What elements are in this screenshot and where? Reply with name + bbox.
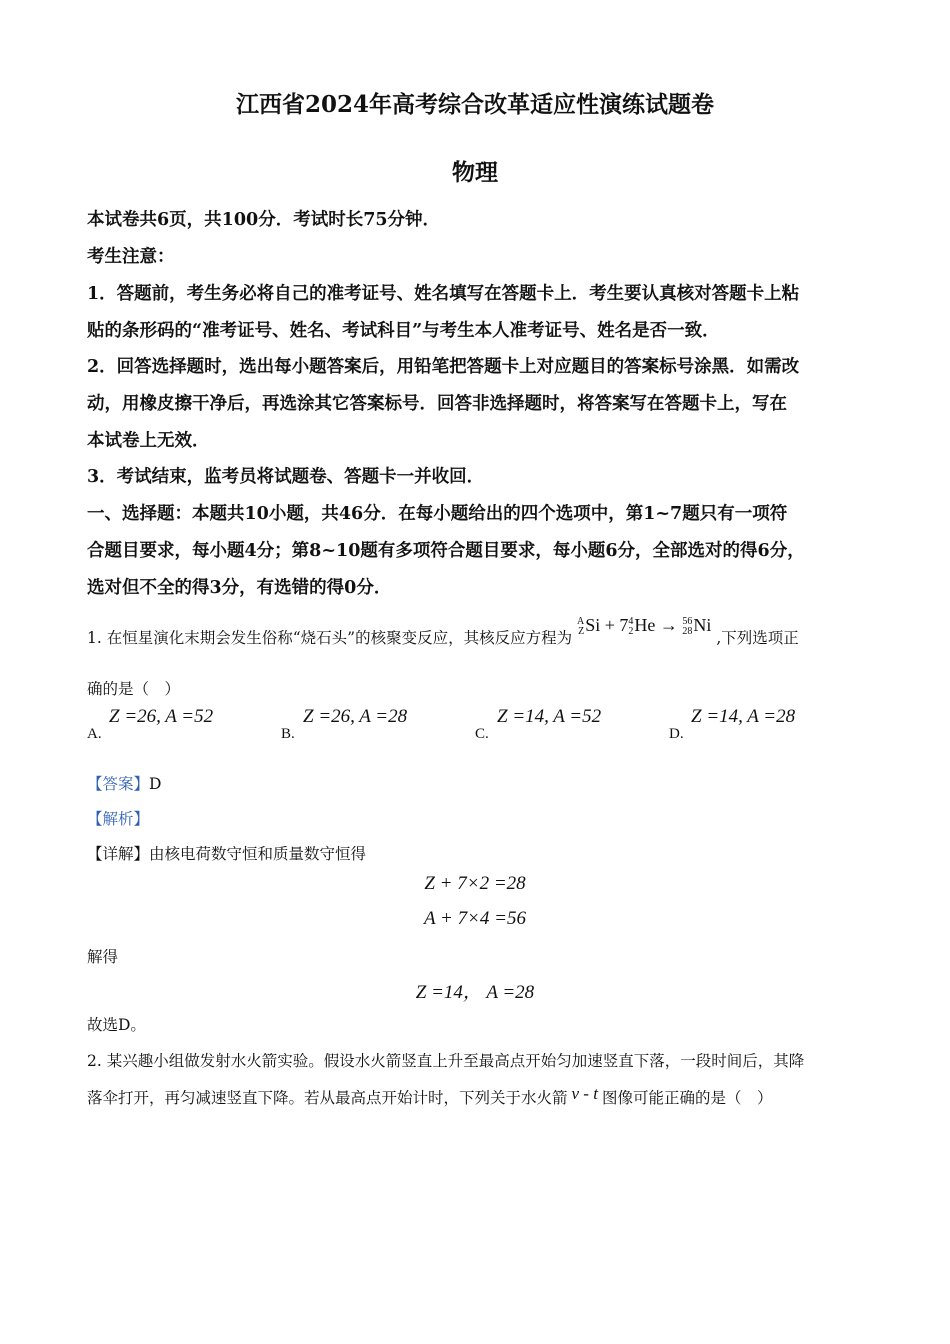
notice-item-2-line-1: 2．回答选择题时，选出每小题答案后，用铅笔把答题卡上对应题目的答案标号涂黑．如需改 — [87, 357, 800, 377]
ni-symbol: Ni — [693, 615, 712, 635]
si-atomic-number: Z — [578, 625, 585, 637]
vt-symbol: v - t — [571, 1084, 598, 1103]
q1-stem-line-2: 确的是（ ） — [87, 680, 181, 698]
option-formula: Z =14, A =52 — [497, 706, 602, 727]
q1-solve-label: 解得 — [87, 948, 119, 966]
si-symbol: Si — [585, 615, 601, 635]
section1-line-1: 一、选择题：本题共10小题，共46分．在每小题给出的四个选项中，第1~7题只有一项符 — [87, 504, 788, 524]
q1-answer — [87, 772, 867, 794]
he-mass-number: 4 — [628, 615, 634, 627]
notice-item-3: 3．考试结束，监考员将试题卷、答题卡一并收回． — [87, 467, 485, 487]
notice-item-1-line-1: 1．答题前，考生务必将自己的准考证号、姓名填写在答题卡上．考生要认真核对答题卡上粘 — [87, 284, 800, 304]
q1-option-b[interactable] — [281, 706, 471, 746]
q2-stem-suffix: 图像可能正确的是（ ） — [601, 1089, 773, 1107]
q1-equation-mass: A + 7×4 =56 — [424, 908, 526, 929]
notice-item-2-line-3: 本试卷上无效． — [87, 431, 210, 451]
reaction-arrow: → — [659, 615, 678, 635]
answer-tag: 【答案】 — [87, 775, 150, 793]
plus-seven: + 7 — [604, 615, 629, 635]
subject-title: 物理 — [452, 159, 498, 186]
option-letter: D. — [669, 726, 684, 742]
exam-title: 江西省2024年高考综合改革适应性演练试题卷 — [235, 91, 714, 118]
q1-detail — [87, 842, 867, 864]
he-symbol: He — [634, 615, 656, 635]
q1-conclusion: 故选D。 — [87, 1016, 146, 1034]
q1-option-d[interactable] — [669, 706, 859, 746]
q1-analysis-tag: 【解析】 — [87, 810, 150, 828]
section1-line-3: 选对但不全的得3分，有选错的得0分． — [87, 578, 392, 598]
q1-stem-line-1 — [87, 614, 867, 647]
q1-reaction-equation — [577, 615, 711, 637]
q1-equation-charge: Z + 7×2 =28 — [424, 873, 526, 894]
option-letter: A. — [87, 726, 102, 742]
section1-line-2: 合题目要求，每小题4分；第8~10题有多项符合题目要求，每小题6分，全部选对的得6分， — [87, 541, 805, 561]
option-formula: Z =14, A =28 — [691, 706, 796, 727]
notice-heading: 考生注意： — [87, 247, 175, 267]
q1-option-c[interactable] — [475, 706, 665, 746]
option-letter: C. — [475, 726, 489, 742]
he-atomic-number: 2 — [628, 625, 634, 637]
notice-item-1-line-2: 贴的条形码的“准考证号、姓名、考试科目”与考生本人准考证号、姓名是否一致． — [87, 321, 720, 341]
option-formula: Z =26, A =28 — [303, 706, 408, 727]
ni-mass-number: 56 — [682, 615, 693, 627]
option-letter: B. — [281, 726, 295, 742]
q2-stem-line-1: 2. 某兴趣小组做发射水火箭实验。假设水火箭竖直上升至最高点开始匀加速竖直下落，一段时间后，其降 — [87, 1052, 805, 1070]
q1-stem-prefix: 1. 在恒星演化末期会发生俗称“烧石头”的核聚变反应，其核反应方程为 — [87, 629, 573, 647]
q1-equation-result: Z =14， A =28 — [415, 982, 535, 1003]
detail-tag: 【详解】 — [87, 845, 150, 863]
ni-atomic-number: 28 — [682, 625, 693, 637]
answer-value: D — [149, 775, 162, 793]
notice-item-2-line-2: 动，用橡皮擦干净后，再选涂其它答案标号．回答非选择题时，将答案写在答题卡上，写在 — [87, 394, 787, 414]
detail-text: 由核电荷数守恒和质量数守恒得 — [149, 845, 367, 863]
si-mass-number: A — [577, 615, 585, 627]
q1-option-a[interactable] — [87, 706, 277, 746]
q1-stem-suffix: ,下列选项正 — [716, 629, 799, 647]
option-formula: Z =26, A =52 — [109, 706, 214, 727]
q2-stem-prefix: 落伞打开，再匀减速竖直下降。若从最高点开始计时，下列关于水火箭 — [87, 1089, 568, 1107]
q2-stem-line-2 — [87, 1086, 867, 1108]
exam-info: 本试卷共6页，共100分．考试时长75分钟． — [87, 210, 441, 230]
